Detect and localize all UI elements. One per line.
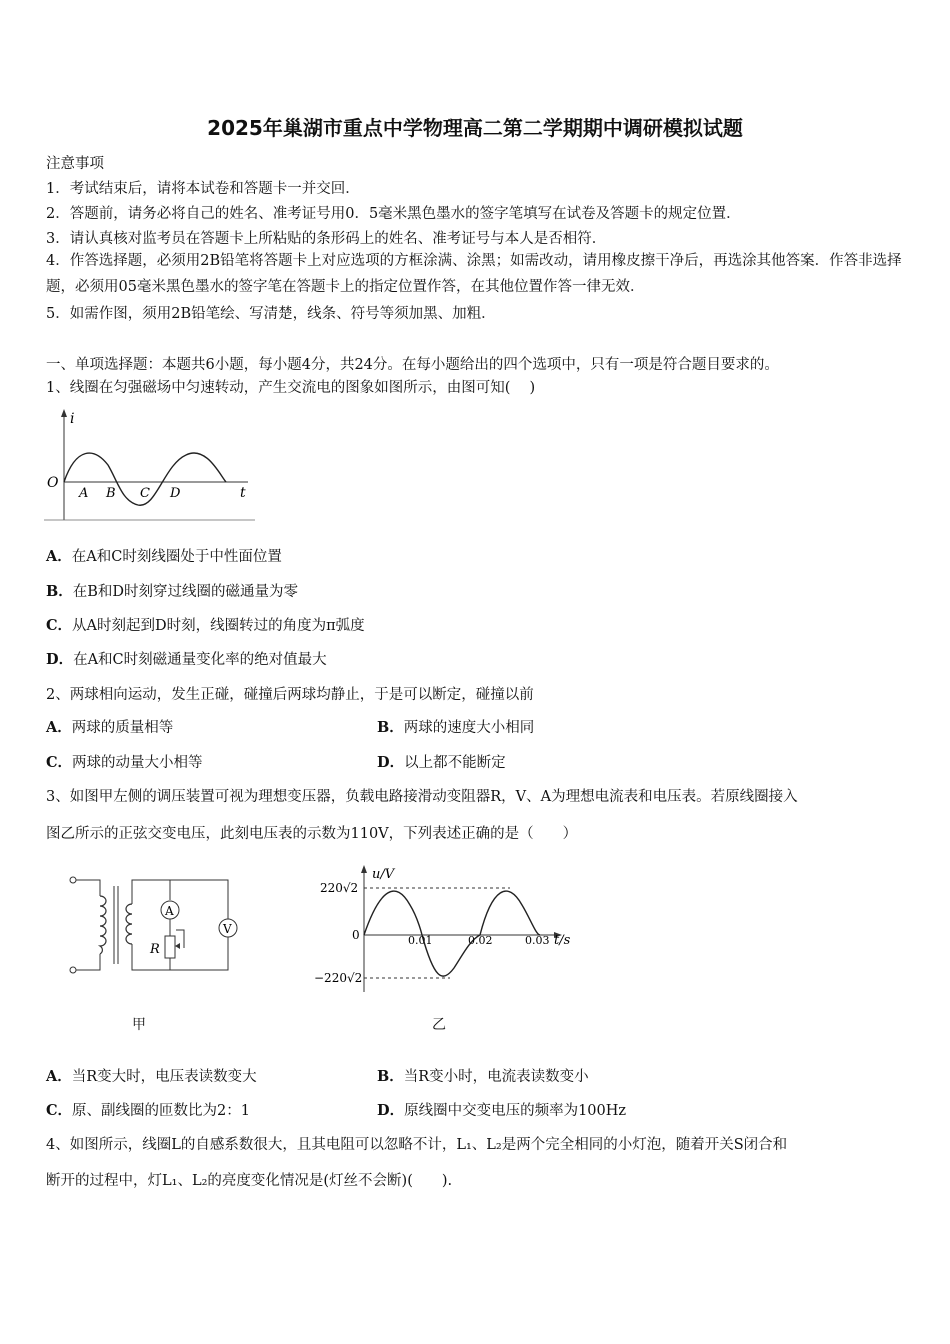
rheostat-slider-arrow bbox=[175, 943, 180, 949]
voltmeter-label: V bbox=[223, 922, 232, 936]
option-label: D． bbox=[46, 651, 74, 668]
primary-coil bbox=[100, 896, 106, 954]
option-text: 两球的质量相等 bbox=[71, 720, 174, 736]
notice-item-4: 4．作答选择题，必须用2B铅笔将答题卡上对应选项的方框涂满、涂黑；如需改动，请用橡皮擦干净后，再选涂其他答案．作答非选择题，必须用05毫米黑色墨水的签字笔在答题卡上的指定位置作答，在其他位置作答一律无效． bbox=[46, 253, 902, 295]
notice-item-5: 5．如需作图，须用2B铅笔绘、写清楚，线条、符号等须加黑、加粗． bbox=[46, 306, 496, 322]
option-label: C． bbox=[46, 617, 73, 634]
q1-stem: 1、线圈在匀强磁场中匀速转动，产生交流电的图象如图所示，由图可知( ) bbox=[46, 380, 536, 396]
q3-option-a[interactable] bbox=[46, 1065, 257, 1086]
y-min-label: −220√2 bbox=[314, 971, 363, 985]
x-tick-002: 0.02 bbox=[468, 934, 493, 947]
x-tick-003: 0.03 bbox=[525, 934, 550, 947]
option-text: 当R变大时，电压表读数变大 bbox=[71, 1069, 257, 1085]
notice-item-1: 1．考试结束后，请将本试卷和答题卡一并交回． bbox=[46, 181, 360, 197]
primary-wire-top bbox=[76, 880, 100, 896]
point-b-label: B bbox=[106, 486, 116, 501]
section-heading: 一、单项选择题：本题共6小题，每小题4分，共24分。在每小题给出的四个选项中，只有一项是符合题目要求的。 bbox=[46, 357, 779, 373]
q1-option-b[interactable] bbox=[46, 580, 298, 601]
point-c-label: C bbox=[140, 486, 150, 501]
q2-stem: 2、两球相向运动，发生正碰，碰撞后两球均静止，于是可以断定，碰撞以前 bbox=[46, 687, 534, 703]
notice-item-2: 2．答题前，请务必将自己的姓名、准考证号用0．5毫米黑色墨水的签字笔填写在试卷及答题卡的规定位置． bbox=[46, 206, 741, 222]
q3-voltage-graph bbox=[310, 860, 590, 1000]
option-label: A． bbox=[46, 1068, 72, 1085]
option-label: D． bbox=[377, 1102, 405, 1119]
q3-option-c[interactable] bbox=[46, 1099, 250, 1120]
option-label: B． bbox=[46, 583, 73, 600]
q1-ac-current-graph bbox=[40, 405, 260, 525]
fig-yi-caption: 乙 bbox=[432, 1017, 446, 1033]
fig-jia-caption: 甲 bbox=[132, 1017, 146, 1033]
q1-option-a[interactable] bbox=[46, 545, 282, 566]
option-text: 在B和D时刻穿过线圈的磁通量为零 bbox=[72, 584, 299, 600]
option-label: B． bbox=[377, 719, 404, 736]
option-text: 原线圈中交变电压的频率为100Hz bbox=[404, 1103, 627, 1119]
notice-item-3: 3．请认真核对监考员在答题卡上所粘贴的条形码上的姓名、准考证号与本人是否相符． bbox=[46, 231, 607, 247]
option-text: 原、副线圈的匝数比为2：1 bbox=[72, 1103, 250, 1119]
option-text: 当R变小时，电流表读数变小 bbox=[403, 1069, 589, 1085]
x-tick-001: 0.01 bbox=[408, 934, 433, 947]
resistor-label: R bbox=[150, 942, 160, 957]
input-terminal-bottom bbox=[70, 967, 76, 973]
option-label: A． bbox=[46, 719, 72, 736]
option-label: C． bbox=[46, 754, 73, 771]
q2-option-d[interactable] bbox=[377, 751, 506, 772]
x-axis-label: t bbox=[240, 485, 246, 501]
q2-option-c[interactable] bbox=[46, 751, 203, 772]
primary-wire-bottom bbox=[76, 954, 100, 970]
q3-option-b[interactable] bbox=[377, 1065, 589, 1086]
rheostat bbox=[165, 936, 175, 958]
secondary-loop bbox=[132, 880, 228, 970]
q3-option-d[interactable] bbox=[377, 1099, 626, 1120]
point-d-label: D bbox=[170, 486, 181, 501]
q3-stem-line1: 3、如图甲左侧的调压装置可视为理想变压器，负载电路接滑动变阻器R，V、A为理想电流表和电压表。若原线圈接入 bbox=[46, 789, 798, 805]
q1-option-c[interactable] bbox=[46, 614, 365, 635]
option-label: A． bbox=[46, 548, 72, 565]
y-max-label: 220√2 bbox=[320, 881, 359, 895]
input-terminal-top bbox=[70, 877, 76, 883]
q1-option-d[interactable] bbox=[46, 648, 327, 669]
q2-option-b[interactable] bbox=[377, 716, 534, 737]
origin-label: O bbox=[47, 475, 59, 491]
y-axis-label: i bbox=[70, 411, 75, 427]
option-text: 两球的动量大小相等 bbox=[72, 755, 203, 771]
q4-stem-line2: 断开的过程中，灯L₁、L₂的亮度变化情况是(灯丝不会断)( ). bbox=[46, 1173, 453, 1189]
secondary-coil bbox=[126, 904, 132, 944]
notice-heading: 注意事项 bbox=[46, 156, 104, 172]
y-axis-label: u/V bbox=[372, 867, 395, 882]
q3-stem-line2: 图乙所示的正弦交变电压，此刻电压表的示数为110V，下列表述正确的是（ ） bbox=[46, 826, 578, 842]
option-label: D． bbox=[377, 754, 405, 771]
option-text: 在A和C时刻线圈处于中性面位置 bbox=[71, 549, 282, 565]
q3-transformer-circuit bbox=[60, 866, 250, 981]
y-axis-arrow bbox=[61, 409, 67, 417]
q4-stem-line1: 4、如图所示，线圈L的自感系数很大，且其电阻可以忽略不计，L₁、L₂是两个完全相同的小灯泡，随着开关S闭合和 bbox=[46, 1137, 788, 1153]
option-text: 在A和C时刻磁通量变化率的绝对值最大 bbox=[73, 652, 327, 668]
option-label: B． bbox=[377, 1068, 404, 1085]
sine-curve bbox=[364, 891, 540, 976]
page-title: 2025年巢湖市重点中学物理高二第二学期期中调研模拟试题 bbox=[207, 116, 743, 140]
option-text: 以上都不能断定 bbox=[404, 755, 506, 771]
point-a-label: A bbox=[79, 486, 89, 501]
ammeter-label: A bbox=[165, 904, 174, 918]
option-text: 两球的速度大小相同 bbox=[403, 720, 535, 736]
q2-option-a[interactable] bbox=[46, 716, 173, 737]
x-axis-label: t/s bbox=[554, 933, 571, 948]
y-axis-arrow bbox=[361, 865, 367, 873]
option-text: 从A时刻起到D时刻，线圈转过的角度为π弧度 bbox=[72, 618, 365, 634]
origin-label: 0 bbox=[352, 928, 360, 942]
option-label: C． bbox=[46, 1102, 73, 1119]
